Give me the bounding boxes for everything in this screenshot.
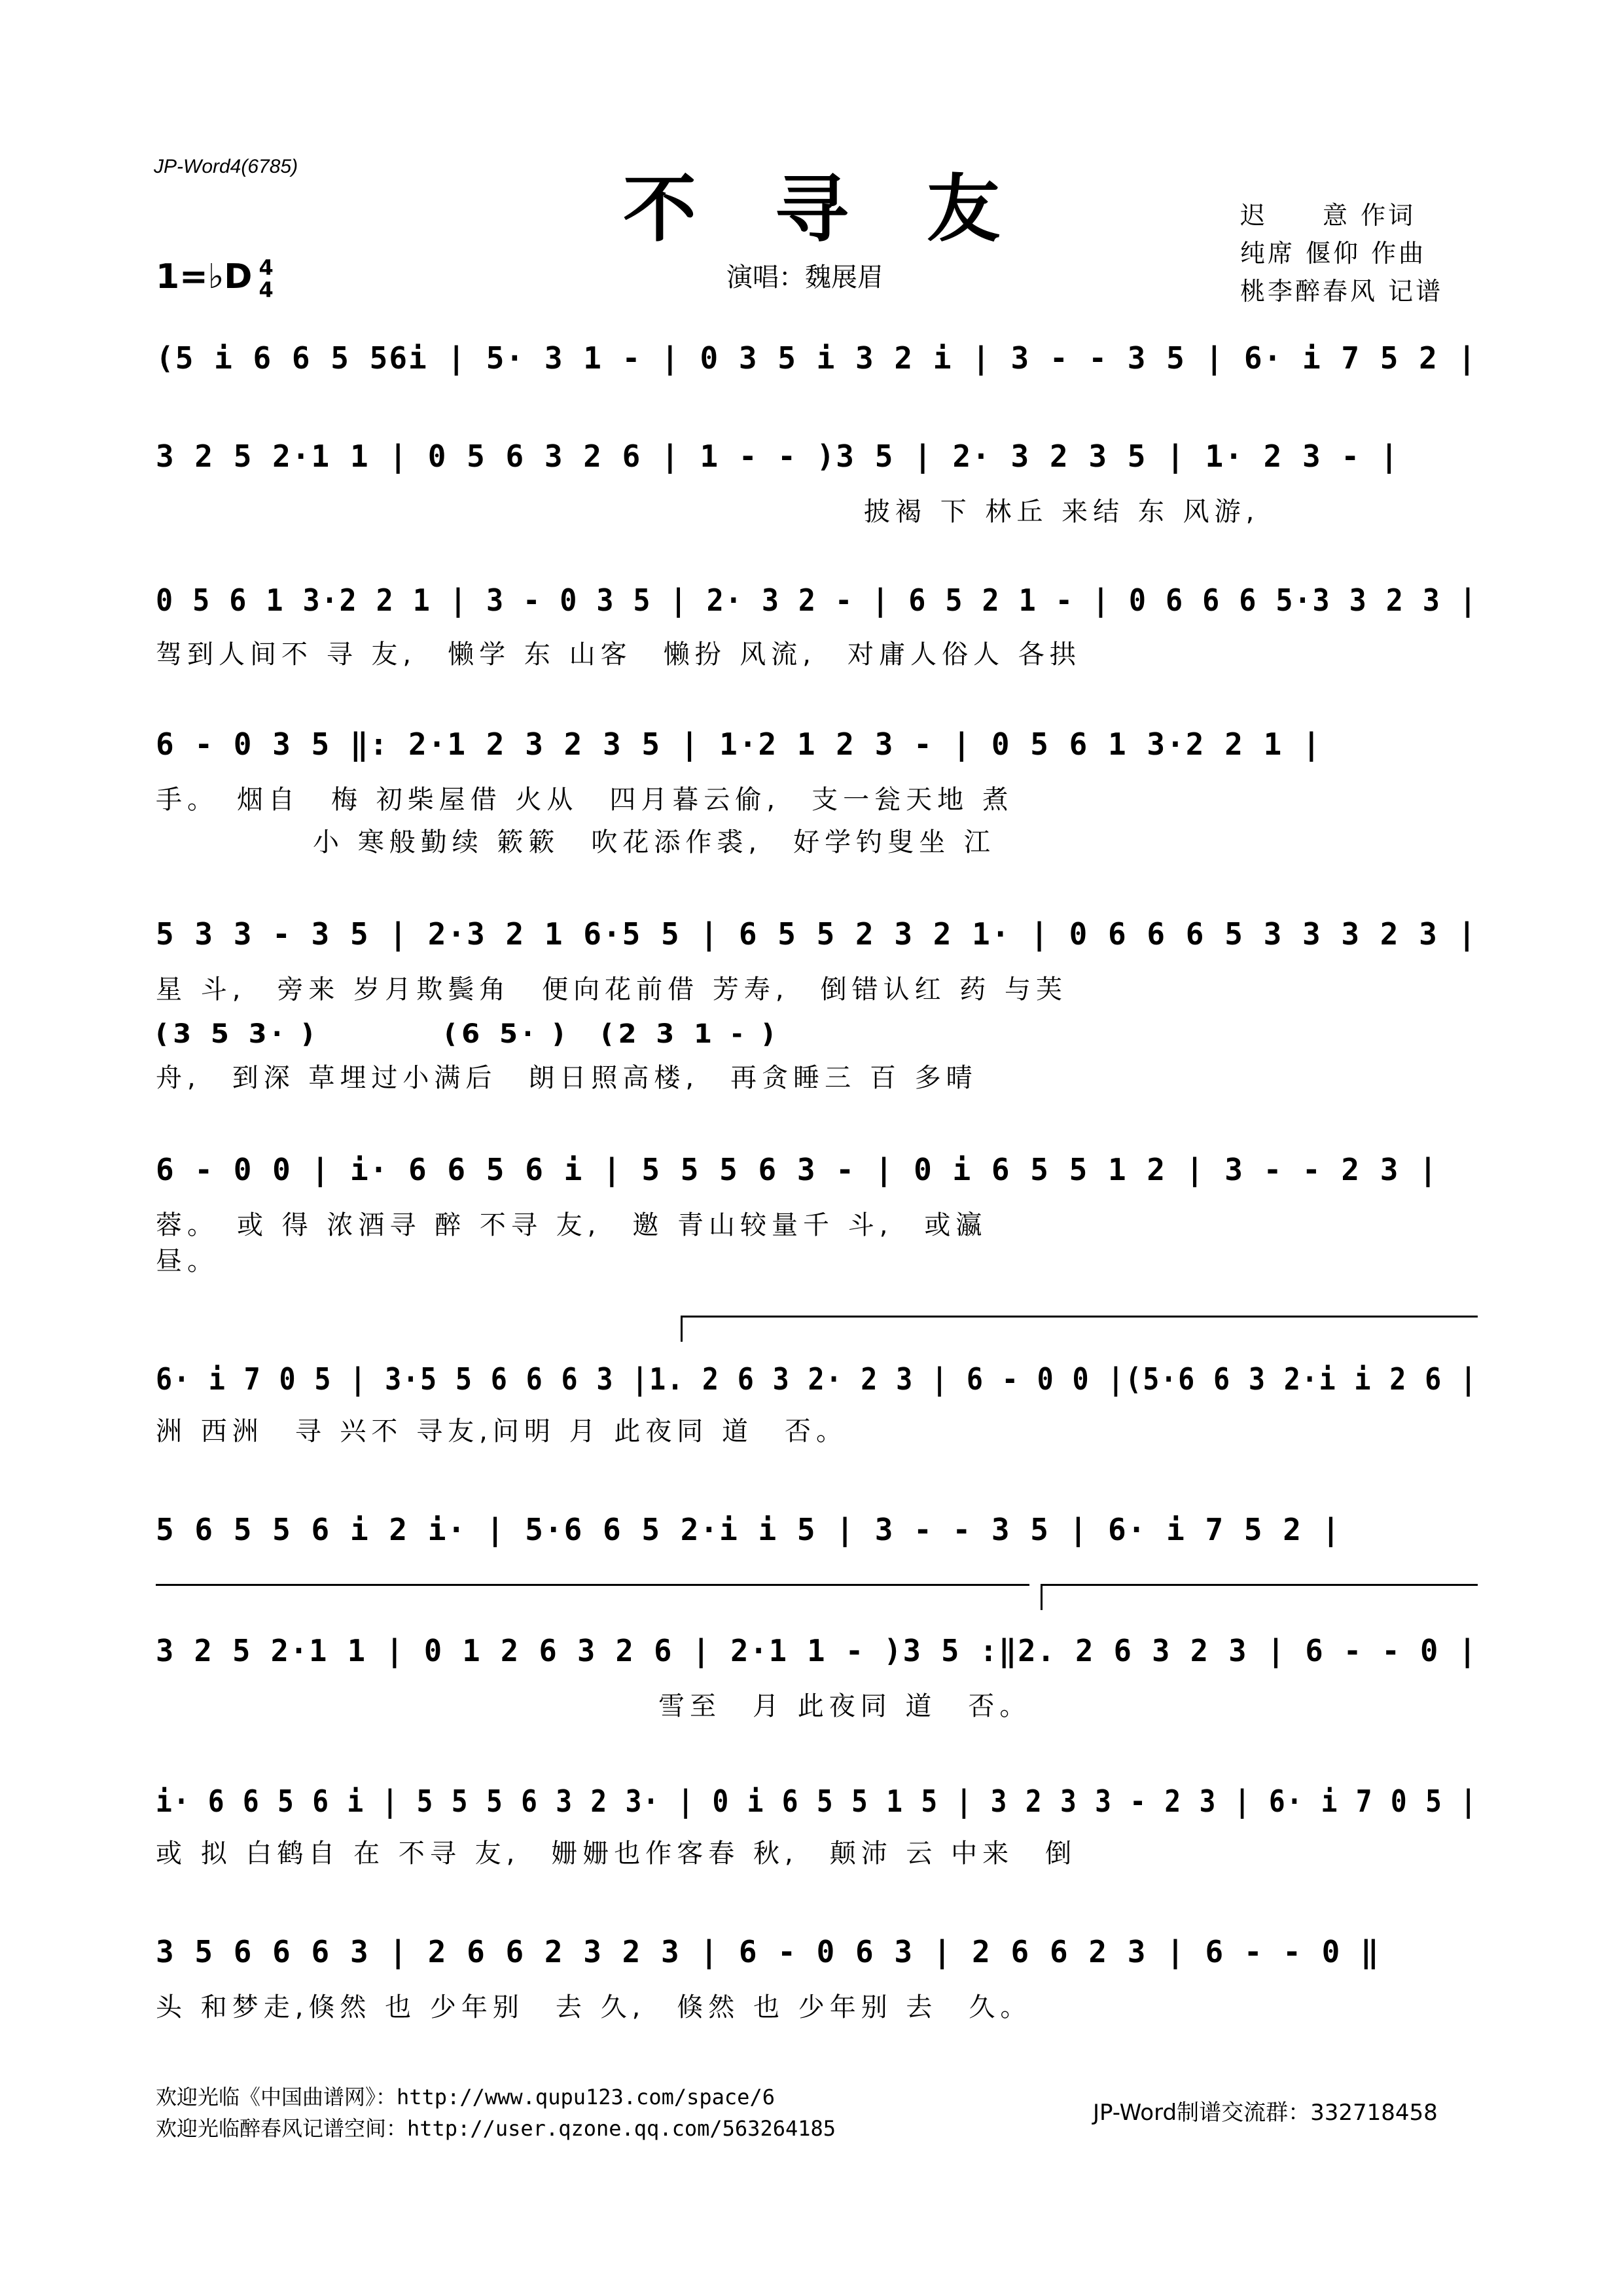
music-line-9: 3 2 5 2·1 1 | 0 1 2 6 3 2 6 | 2·1 1 - )3 5 :‖2. 2 6 3 2 3 | 6 - - 0 | bbox=[156, 1633, 1478, 1668]
key-signature bbox=[156, 257, 274, 301]
footer-link-qzone[interactable]: 欢迎光临醉春风记谱空间：http://user.qzone.qq.com/563264185 bbox=[156, 2116, 836, 2141]
music-line-3: 0 5 6 1 3·2 2 1 | 3 - 0 3 5 | 2· 3 2 - | 6 5 2 1 - | 0 6 6 6 5·3 3 2 3 | bbox=[156, 583, 1478, 618]
music-line-11: 3 5 6 6 6 3 | 2 6 6 2 3 2 3 | 6 - 0 6 3 | 2 6 6 2 3 | 6 - - 0 ‖ bbox=[156, 1934, 1380, 1969]
lyricist-credit: 迟 意 作词 bbox=[1240, 201, 1416, 230]
software-label: JP-Word4(6785) bbox=[154, 156, 298, 177]
lyrics-line-3: 驾到人间不 寻 友, 懒学 东 山客 懒扮 风流, 对庸人俗人 各拱 bbox=[156, 639, 1081, 670]
lyrics-line-2: 披褐 下 林丘 来结 东 风游, bbox=[864, 497, 1260, 527]
credits-block bbox=[1240, 196, 1443, 310]
music-line-6: 6 - 0 0 | i· 6 6 5 6 i | 5 5 5 6 3 - | 0 i 6 5 5 1 2 | 3 - - 2 3 | bbox=[156, 1152, 1438, 1187]
time-signature bbox=[259, 257, 273, 301]
lyrics-line-4b: 小 寒般勤续 簌簌 吹花添作裘, 好学钓叟坐 江 bbox=[156, 827, 995, 857]
lyrics-line-4a: 手。 烟自 梅 初柴屋借 火从 四月暮云偷, 支一瓮天地 煮 bbox=[156, 785, 1014, 815]
music-line-10: i· 6 6 5 6 i | 5 5 5 6 3 2 3· | 0 i 6 5 5 1 5 | 3 2 3 3 - 2 3 | 6· i 7 0 5 | bbox=[156, 1784, 1478, 1819]
lyrics-line-5a: 星 斗, 旁来 岁月欺鬓角 便向花前借 芳寿, 倒错认红 药 与芙 bbox=[156, 975, 1068, 1005]
music-line-1: (5 i 6 6 5 56i | 5· 3 1 - | 0 3 5 i 3 2 i | 3 - - 3 5 | 6· i 7 5 2 | bbox=[156, 340, 1478, 376]
lyrics-line-11: 头 和梦走,倏然 也 少年别 去 久, 倏然 也 少年别 去 久。 bbox=[156, 1992, 1032, 2022]
lyrics-line-7: 洲 西洲 寻 兴不 寻友,问明 月 此夜同 道 否。 bbox=[156, 1416, 848, 1446]
singer-credit: 演唱：魏展眉 bbox=[726, 262, 883, 293]
music-line-4: 6 - 0 3 5 ‖: 2·1 2 3 2 3 5 | 1·2 1 2 3 - | 0 5 6 1 3·2 2 1 | bbox=[156, 726, 1322, 762]
volta-1-bracket-side bbox=[681, 1316, 683, 1342]
footer-links bbox=[156, 2081, 836, 2144]
music-line-8: 5 6 5 5 6 i 2 i· | 5·6 6 5 2·i i 5 | 3 - - 3 5 | 6· i 7 5 2 | bbox=[156, 1512, 1342, 1547]
transcriber-credit: 桃李醉春风 记谱 bbox=[1240, 277, 1444, 306]
time-sig-top: 4 bbox=[259, 255, 274, 280]
composer-credit: 纯席 偃仰 作曲 bbox=[1240, 239, 1427, 268]
volta-2-bracket-side bbox=[1041, 1584, 1043, 1610]
lyrics-line-5b: (3 5 3· ) (6 5· ) (2 3 1 - ) bbox=[156, 1019, 779, 1049]
key-text: 1=♭D bbox=[156, 257, 253, 296]
lyrics-line-6a: 蓉。 或 得 浓酒寻 醉 不寻 友, 邀 青山较量千 斗, 或瀛 bbox=[156, 1210, 988, 1240]
music-line-5: 5 3 3 - 3 5 | 2·3 2 1 6·5 5 | 6 5 5 2 3 2 1· | 0 6 6 6 5 3 3 3 2 3 | bbox=[156, 916, 1478, 952]
lyrics-line-9: 雪至 月 此夜同 道 否。 bbox=[156, 1691, 1031, 1721]
footer-link-qupu[interactable]: 欢迎光临《中国曲谱网》：http://www.qupu123.com/space/6 bbox=[156, 2085, 775, 2109]
lyrics-line-10: 或 拟 白鹤自 在 不寻 友, 姗姗也作客春 秋, 颠沛 云 中来 倒 bbox=[156, 1839, 1077, 1869]
lyrics-line-6b: 昼。 bbox=[156, 1246, 219, 1276]
song-title: 不寻友 bbox=[623, 166, 1079, 252]
music-line-2: 3 2 5 2·1 1 | 0 5 6 3 2 6 | 1 - - )3 5 | 2· 3 2 3 5 | 1· 2 3 - | bbox=[156, 439, 1400, 474]
footer-group-info: JP-Word制谱交流群：332718458 bbox=[1093, 2100, 1438, 2126]
volta-1-bracket-cont bbox=[156, 1584, 1029, 1586]
lyrics-line-5c: 舟, 到深 草埋过小满后 朗日照高楼, 再贪睡三 百 多晴 bbox=[156, 1063, 978, 1093]
volta-2-bracket bbox=[1041, 1584, 1478, 1586]
music-line-7: 6· i 7 0 5 | 3·5 5 6 6 6 3 |1. 2 6 3 2· 2 3 | 6 - 0 0 |(5·6 6 3 2·i i 2 6 | bbox=[156, 1361, 1478, 1397]
time-sig-bottom: 4 bbox=[259, 278, 274, 302]
volta-1-bracket bbox=[681, 1316, 1478, 1318]
